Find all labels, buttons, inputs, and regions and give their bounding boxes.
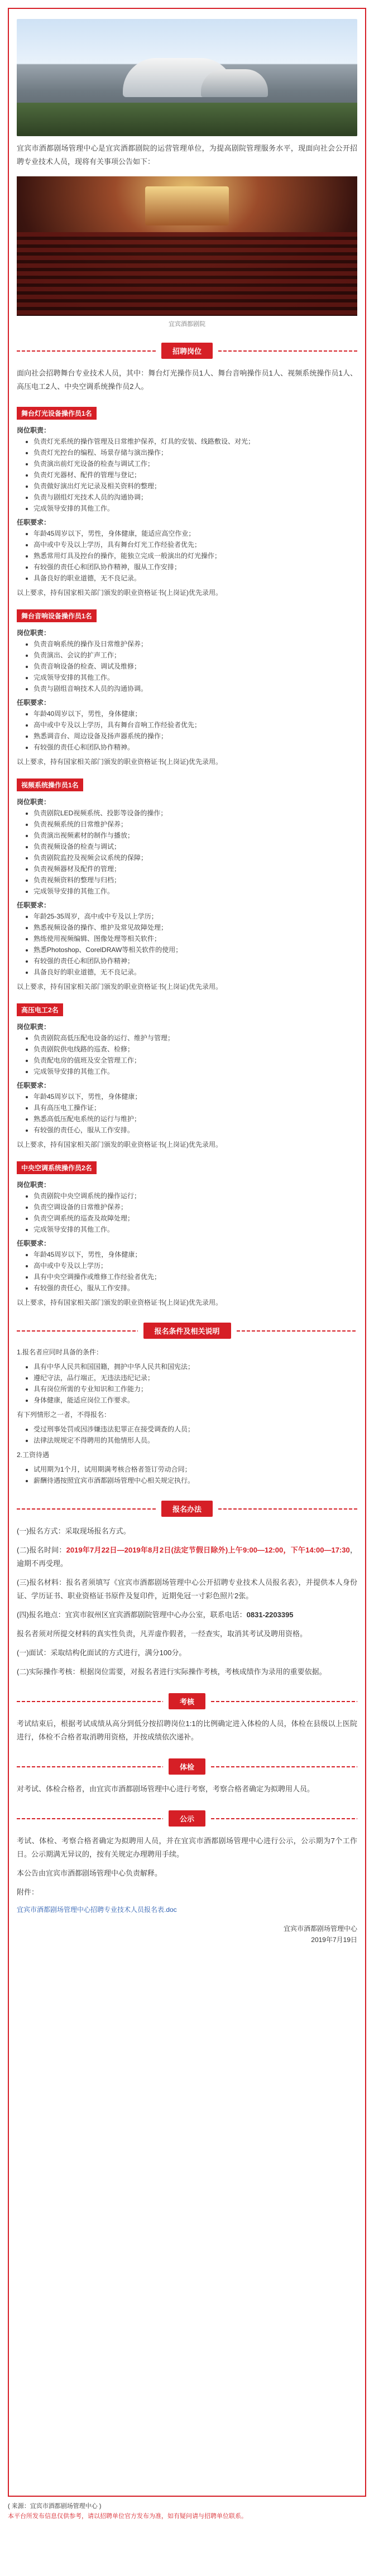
reg-method: (一)报名方式：采取现场报名方式。	[17, 1527, 131, 1535]
requirements-heading: 任职要求：	[17, 518, 51, 526]
section-label: 招聘岗位	[161, 343, 213, 359]
section-label: 报名条件及相关说明	[143, 1323, 231, 1339]
section-title-exam	[17, 1693, 357, 1709]
attachment-link[interactable]: 宜宾市酒都剧场管理中心招聘专业技术人员报名表.doc	[17, 1906, 177, 1914]
list-item: • 具有岗位所需的专业知识和工作能力；	[33, 1383, 357, 1395]
list-item: • 具有中华人民共和国国籍，拥护中华人民共和国宪法；	[33, 1361, 357, 1372]
footer-disclaimer: 本平台所发布信息仅供参考，请以招聘单位官方发布为准，如有疑问请与招聘单位联系。	[8, 2513, 247, 2520]
preference-note: 以上要求，持有国家相关部门颁发的职业资格证书(上岗证)优先录用。	[17, 983, 222, 991]
duties-heading: 岗位职责：	[17, 629, 51, 637]
list-item: • 年龄45周岁以下，男性，身体健康，能适应高空作业；	[33, 528, 357, 539]
footer-source: ( 来源：宜宾市酒都剧场管理中心 )	[8, 2503, 102, 2510]
exclusions-list	[17, 1424, 357, 1446]
list-item: • 负责配电房的值班及安全管理工作；	[33, 1055, 357, 1066]
reg-note: 报名者须对所提交材料的真实性负责，凡弄虚作假者，一经查实，取消其考试及聘用资格。	[17, 1630, 308, 1638]
job-tag-av: 视频系统操作员1名	[17, 778, 83, 791]
list-item: • 试用期为1个月，试用期满考核合格者签订劳动合同；	[33, 1464, 357, 1475]
label: (二)报名时间：	[17, 1546, 66, 1554]
list-item: • 完成领导安排的其他工作。	[33, 1066, 357, 1077]
list-item: • 熟悉Photoshop、CorelDRAW等相关软件的使用；	[33, 944, 357, 955]
list-item: • 熟悉视频设备的操作、维护及常见故障处理；	[33, 922, 357, 933]
reg-location	[17, 1608, 357, 1622]
list-item: • 年龄45周岁以下，男性，身体健康；	[33, 1091, 357, 1102]
signature	[17, 1923, 357, 1945]
list-item: • 有较强的责任心，服从工作安排。	[33, 1282, 357, 1294]
list-item: • 具有中央空调操作或维修工作经验者优先；	[33, 1271, 357, 1282]
conditions-heading: 1.报名者应同时具备的条件：	[17, 1348, 103, 1356]
section-label: 考核	[169, 1693, 205, 1709]
article-frame	[8, 8, 366, 2497]
list-item: • 负责做好演出灯光记录及相关资料的整理；	[33, 480, 357, 492]
hero-image-building	[17, 19, 357, 136]
section-title-positions	[17, 343, 357, 359]
conditions-list	[17, 1361, 357, 1406]
list-item: • 负责剧院监控及视频会议系统的保障；	[33, 852, 357, 863]
list-item: • 负责剧院高低压配电设备的运行、维护与管理；	[33, 1032, 357, 1044]
requirements-list	[17, 911, 357, 978]
list-item: • 负责视频器材及配件的管理；	[33, 863, 357, 874]
job-tag-lighting: 舞台灯光设备操作员1名	[17, 407, 97, 420]
section-title-hiring	[17, 1758, 357, 1775]
requirements-heading: 任职要求：	[17, 1239, 51, 1247]
section-label: 体检	[169, 1758, 205, 1775]
duties-list	[17, 808, 357, 897]
duties-list	[17, 436, 357, 514]
list-item: • 负责音响设备的检查、调试及维修；	[33, 661, 357, 672]
footer-notes	[8, 2501, 366, 2521]
exam-paragraph: 考试结束后，根据考试成绩从高分到低分按招聘岗位1:1的比例确定进入体检的人员，体检在县级以上医院进行，体检不合格者取消聘用资格，并按成绩依次递补。	[17, 1719, 357, 1741]
list-item: • 负责剧院供电线路的巡查、检修；	[33, 1044, 357, 1055]
list-item: • 年龄25-35周岁，高中或中专及以上学历；	[33, 911, 357, 922]
salary-list	[17, 1464, 357, 1486]
list-item: • 有较强的责任心和团队协作精神，服从工作安排；	[33, 561, 357, 573]
exam-method: (一)面试：采取结构化面试的方式进行，满分100分。	[17, 1649, 186, 1657]
section-label: 公示	[169, 1810, 205, 1827]
list-item: • 完成领导安排的其他工作。	[33, 672, 357, 683]
list-item: • 遵纪守法，品行端正，无违法违纪记录；	[33, 1372, 357, 1383]
list-item: • 负责音响系统的操作及日常维护保养；	[33, 638, 357, 650]
section-title-notice	[17, 1810, 357, 1827]
salary-heading: 2.工资待遇	[17, 1451, 50, 1459]
list-item: • 有较强的责任心和团队协作精神。	[33, 742, 357, 753]
exam-practice: (二)实际操作考核：根据岗位需要，对报名者进行实际操作考核，考核成绩作为录用的重要依据。	[17, 1667, 327, 1676]
reg-materials: (三)报名材料：报名者须填写《宜宾市酒都剧场管理中心公开招聘专业技术人员报名表》，并提供本人身份证、学历证书、职业资格证书原件及复印件，近期免冠一寸彩色照片2张。	[17, 1578, 357, 1600]
requirements-list	[17, 528, 357, 584]
section-title-conditions	[17, 1323, 357, 1339]
list-item: • 熟悉常用灯具及控台的操作，能独立完成一般演出的灯光操作；	[33, 550, 357, 561]
reg-time-value: 2019年7月22日—2019年8月2日(法定节假日除外)上午9:00—12:00，下午14:00—17:30	[66, 1546, 350, 1554]
list-item: • 负责视频资料的整理与归档；	[33, 874, 357, 886]
duties-heading: 岗位职责：	[17, 798, 51, 806]
list-item: • 具有高压电工操作证；	[33, 1102, 357, 1113]
list-item: • 负责灯光器材、配件的管理与登记；	[33, 469, 357, 480]
duties-list	[17, 1032, 357, 1077]
list-item: • 负责空调设备的日常维护保养；	[33, 1202, 357, 1213]
duties-heading: 岗位职责：	[17, 426, 51, 434]
list-item: • 负责视频设备的检查与调试；	[33, 841, 357, 852]
list-item: • 负责与剧组音响技术人员的沟通协调。	[33, 683, 357, 694]
list-item: • 身体健康，能适应岗位工作要求。	[33, 1395, 357, 1406]
hiring-paragraph: 对考试、体检合格者，由宜宾市酒都剧场管理中心进行考察，考察合格者确定为拟聘用人员。	[17, 1785, 315, 1793]
theater-photo	[17, 176, 357, 316]
list-item: • 完成领导安排的其他工作。	[33, 886, 357, 897]
preference-note: 以上要求，持有国家相关部门颁发的职业资格证书(上岗证)优先录用。	[17, 1299, 222, 1306]
signature-date: 2019年7月19日	[311, 1936, 357, 1944]
signature-org: 宜宾市酒都剧场管理中心	[283, 1925, 357, 1933]
list-item: • 负责视频系统的日常维护保养；	[33, 819, 357, 830]
exclusions-heading: 有下列情形之一者，不得报名：	[17, 1411, 111, 1419]
list-item: • 具备良好的职业道德，无不良记录。	[33, 967, 357, 978]
list-item: • 有较强的责任心和团队协作精神；	[33, 955, 357, 967]
list-item: • 具备良好的职业道德，无不良记录。	[33, 573, 357, 584]
list-item: • 负责与剧组灯光技术人员的沟通协调；	[33, 492, 357, 503]
preference-note: 以上要求，持有国家相关部门颁发的职业资格证书(上岗证)优先录用。	[17, 1141, 222, 1148]
list-item: • 负责剧院LED视频系统、投影等设备的操作；	[33, 808, 357, 819]
contact-line: 本公告由宜宾市酒都剧场管理中心负责解释。	[17, 1869, 162, 1877]
list-item: • 受过刑事处罚或因涉嫌违法犯罪正在接受调查的人员；	[33, 1424, 357, 1435]
list-item: • 熟悉高低压配电系统的运行与维护；	[33, 1113, 357, 1124]
preference-note: 以上要求，持有国家相关部门颁发的职业资格证书(上岗证)优先录用。	[17, 589, 222, 597]
list-item: • 高中或中专及以上学历；	[33, 1260, 357, 1271]
list-item: • 负责演出、会议的扩声工作；	[33, 650, 357, 661]
list-item: • 法律法规规定不得聘用的其他情形人员。	[33, 1435, 357, 1446]
list-item: • 高中或中专及以上学历，具有舞台灯光工作经验者优先；	[33, 539, 357, 550]
requirements-list	[17, 1249, 357, 1294]
requirements-heading: 任职要求：	[17, 1082, 51, 1089]
intro-paragraph: 宜宾市酒都剧场管理中心是宜宾酒都剧院的运营管理单位，为提高剧院管理服务水平，现面向社会公开招聘专业技术人员，现将有关事项公告如下：	[17, 144, 357, 166]
requirements-heading: 任职要求：	[17, 699, 51, 707]
job-tag-electrician: 高压电工2名	[17, 1003, 63, 1016]
list-item: • 熟悉调音台、周边设备及扬声器系统的操作；	[33, 730, 357, 742]
requirements-list	[17, 1091, 357, 1136]
label: ，逾期不再受理。	[17, 1546, 357, 1568]
list-item: • 熟练使用视频编辑、图像处理等相关软件；	[33, 933, 357, 944]
requirements-list	[17, 708, 357, 753]
list-item: • 负责演出视频素材的制作与播放；	[33, 830, 357, 841]
duties-list	[17, 1190, 357, 1235]
list-item: • 负责灯光系统的操作管理及日常维护保养，灯具的安装、线路敷设、对光；	[33, 436, 357, 447]
list-item: • 年龄45周岁以下，男性，身体健康；	[33, 1249, 357, 1260]
job-tag-hvac: 中央空调系统操作员2名	[17, 1161, 97, 1174]
list-item: • 高中或中专及以上学历，具有舞台音响工作经验者优先；	[33, 719, 357, 730]
section-label: 报名办法	[161, 1501, 213, 1517]
list-item: • 负责演出前灯光设备的检查与调试工作；	[33, 458, 357, 469]
list-item: • 有较强的责任心，服从工作安排。	[33, 1124, 357, 1136]
job-tag-stage: 舞台音响设备操作员1名	[17, 609, 97, 622]
phone-value: 0831-2203395	[246, 1611, 294, 1619]
duties-heading: 岗位职责：	[17, 1023, 51, 1031]
list-item: • 负责剧院中央空调系统的操作运行；	[33, 1190, 357, 1202]
photo-caption: 宜宾酒都剧院	[169, 321, 205, 328]
label: (四)报名地点：宜宾市叙州区宜宾酒都剧院管理中心办公室，联系电话：	[17, 1611, 247, 1619]
list-item: • 负责灯光控台的编程、场景存储与演出操作；	[33, 447, 357, 458]
attachment-label: 附件：	[17, 1888, 39, 1896]
positions-summary: 面向社会招聘舞台专业技术人员，其中：舞台灯光操作员1人、舞台音响操作员1人、视频系统操作员1人、高压电工2人、中央空调系统操作员2人。	[17, 369, 357, 391]
list-item: • 负责空调系统的巡查及故障处理；	[33, 1213, 357, 1224]
requirements-heading: 任职要求：	[17, 901, 51, 909]
list-item: • 完成领导安排的其他工作。	[33, 1224, 357, 1235]
duties-list	[17, 638, 357, 694]
preference-note: 以上要求，持有国家相关部门颁发的职业资格证书(上岗证)优先录用。	[17, 758, 222, 766]
notice-paragraph: 考试、体检、考察合格者确定为拟聘用人员，并在宜宾市酒都剧场管理中心进行公示，公示期为7个工作日。公示期满无异议的，按有关规定办理聘用手续。	[17, 1837, 357, 1858]
duties-heading: 岗位职责：	[17, 1181, 51, 1189]
reg-time	[17, 1544, 357, 1570]
list-item: • 完成领导安排的其他工作。	[33, 503, 357, 514]
section-title-registration	[17, 1501, 357, 1517]
list-item: • 年龄40周岁以下，男性，身体健康；	[33, 708, 357, 719]
list-item: • 薪酬待遇按照宜宾市酒都剧场管理中心相关规定执行。	[33, 1475, 357, 1486]
